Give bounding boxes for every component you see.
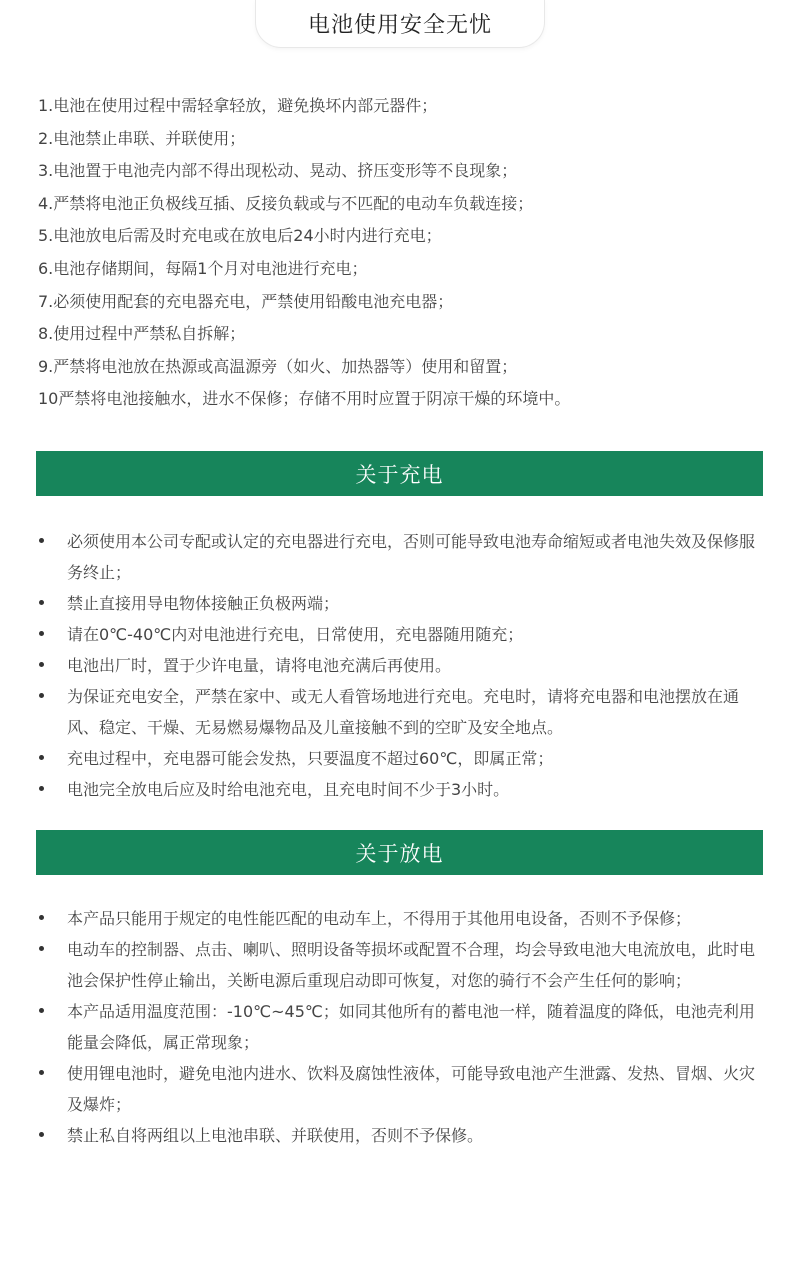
rule-item: 8.使用过程中严禁私自拆解； [38, 324, 246, 344]
charging-item-text: 为保证充电安全，严禁在家中、或无人看管场地进行充电。充电时，请将充电器和电池摆放在通风、稳定、干燥、无易燃易爆物品及儿童接触不到的空旷及安全地点。 [67, 687, 740, 737]
rule-item: 3.电池置于电池壳内部不得出现松动、晃动、挤压变形等不良现象； [38, 161, 518, 181]
bullet-dot [39, 631, 44, 636]
charging-item-text: 请在0℃-40℃内对电池进行充电，日常使用，充电器随用随充； [67, 625, 524, 644]
bullet-dot [39, 662, 44, 667]
discharging-item [38, 996, 758, 1058]
charging-item [38, 588, 758, 619]
charging-item [38, 650, 758, 681]
rule-item: 10严禁将电池接触水，进水不保修；存储不用时应置于阴凉干燥的环境中。 [38, 389, 571, 409]
discharging-section-heading: 关于放电 [36, 830, 763, 875]
discharging-item-text: 本产品只能用于规定的电性能匹配的电动车上，不得用于其他用电设备，否则不予保修； [67, 909, 692, 928]
discharging-item [38, 1120, 758, 1151]
bullet-dot [39, 1008, 44, 1013]
bullet-dot [39, 946, 44, 951]
rule-item: 4.严禁将电池正负极线互插、反接负载或与不匹配的电动车负载连接； [38, 193, 534, 213]
charging-item [38, 774, 758, 805]
discharging-item-text: 本产品适用温度范围：-10℃~45℃；如同其他所有的蓄电池一样，随着温度的降低，电池壳利用能量会降低，属正常现象； [67, 1002, 755, 1052]
discharging-item [38, 934, 758, 996]
rule-item: 9.严禁将电池放在热源或高温源旁（如火、加热器等）使用和留置； [38, 356, 518, 376]
discharging-item [38, 903, 758, 934]
rule-item: 5.电池放电后需及时充电或在放电后24小时内进行充电； [38, 226, 442, 246]
discharging-item-text: 禁止私自将两组以上电池串联、并联使用，否则不予保修。 [67, 1126, 484, 1145]
discharging-list [38, 903, 758, 1151]
bullet-dot [39, 538, 44, 543]
charging-item [38, 681, 758, 743]
bullet-dot [39, 1132, 44, 1137]
rule-item: 6.电池存储期间，每隔1个月对电池进行充电； [38, 258, 368, 278]
bullet-dot [39, 755, 44, 760]
charging-section-heading: 关于充电 [36, 451, 763, 496]
bullet-dot [39, 693, 44, 698]
charging-list [38, 526, 758, 805]
discharging-item [38, 1058, 758, 1120]
bullet-dot [39, 915, 44, 920]
discharging-item-text: 电动车的控制器、点击、喇叭、照明设备等损坏或配置不合理，均会导致电池大电流放电，此时电池会保护性停止输出，关断电源后重现启动即可恢复，对您的骑行不会产生任何的影响； [67, 940, 756, 990]
discharging-item-text: 使用锂电池时，避免电池内进水、饮料及腐蚀性液体，可能导致电池产生泄露、发热、冒烟、火灾及爆炸； [67, 1064, 756, 1114]
bullet-dot [39, 600, 44, 605]
charging-item-text: 必须使用本公司专配或认定的充电器进行充电，否则可能导致电池寿命缩短或者电池失效及保修服务终止； [67, 532, 756, 582]
bullet-dot [39, 786, 44, 791]
charging-item-text: 电池出厂时，置于少许电量，请将电池充满后再使用。 [67, 656, 452, 675]
bullet-dot [39, 1070, 44, 1075]
charging-item-text: 禁止直接用导电物体接触正负极两端； [67, 594, 340, 613]
page-title: 电池使用安全无忧 [255, 0, 545, 48]
safety-rules-list [38, 90, 768, 416]
charging-item [38, 619, 758, 650]
charging-item-text: 电池完全放电后应及时给电池充电，且充电时间不少于3小时。 [67, 780, 510, 799]
charging-item [38, 743, 758, 774]
charging-item [38, 526, 758, 588]
charging-item-text: 充电过程中，充电器可能会发热，只要温度不超过60℃，即属正常； [67, 749, 554, 768]
rule-item: 7.必须使用配套的充电器充电，严禁使用铅酸电池充电器； [38, 291, 454, 311]
rule-item: 1.电池在使用过程中需轻拿轻放，避免换坏内部元器件； [38, 96, 438, 115]
rule-item: 2.电池禁止串联、并联使用； [38, 128, 246, 148]
